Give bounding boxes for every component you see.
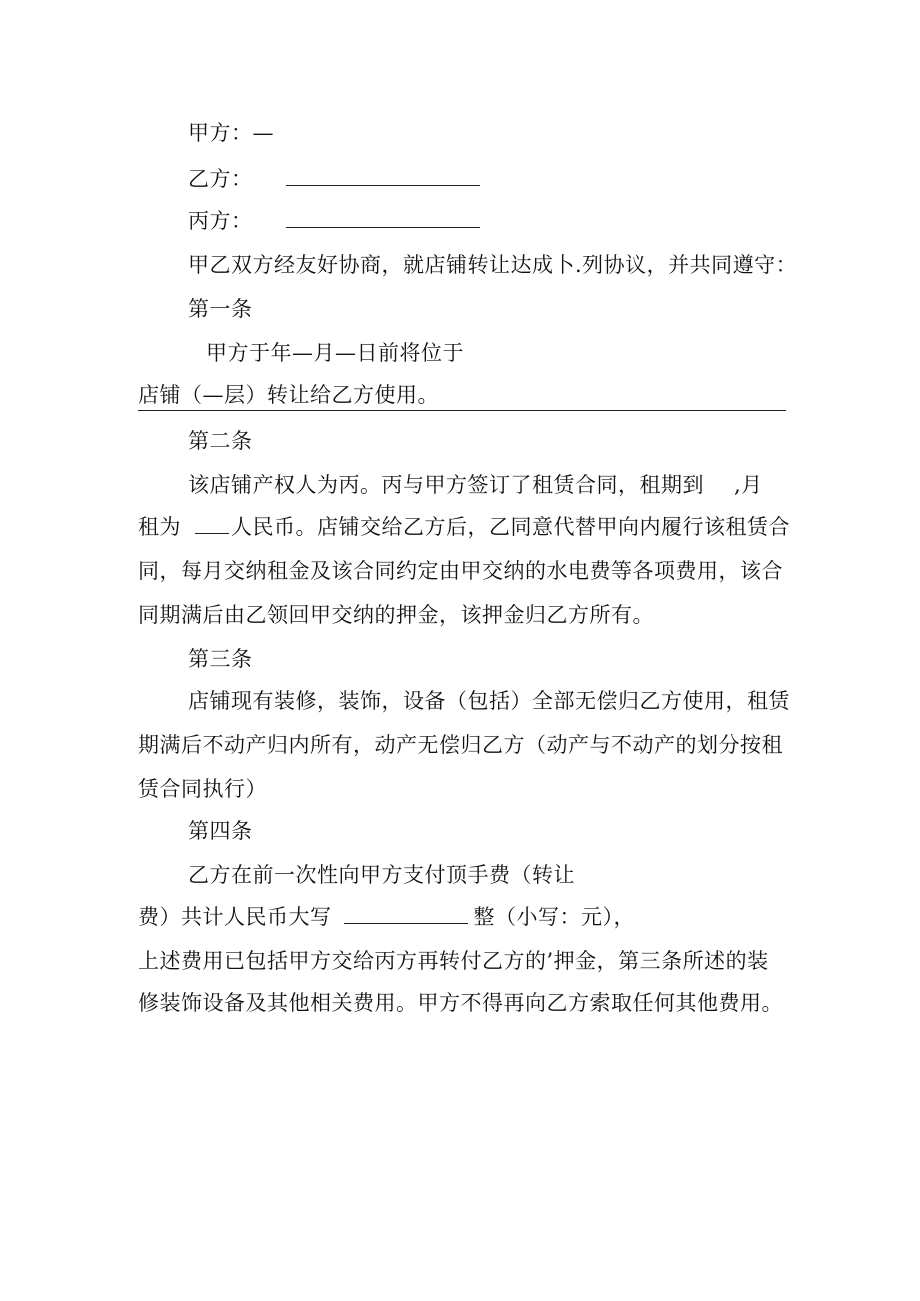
party-b-label: 乙方： (188, 167, 253, 191)
article-4-line-3: 上述费用已包括甲方交给丙方再转付乙方的’押金，第三条所述的装 (138, 949, 769, 973)
article-2-line-2-start: 租为 (138, 515, 181, 539)
party-a-line (188, 118, 274, 148)
article-3-line-2: 期满后不动产归内所有，动产无偿归乙方（动产与不动产的划分按租 (138, 733, 783, 757)
article-2-line-1 (188, 470, 763, 500)
article-2-line-4: 同期满后由乙领回甲交纳的押金，该押金归乙方所有。 (138, 603, 654, 627)
article-2-title: 第二条 (188, 429, 253, 453)
article-3-line-3: 赁合同执行） (138, 777, 267, 801)
rent-blank (195, 513, 229, 534)
party-b-line (188, 164, 480, 194)
party-c-line (188, 206, 480, 236)
intro-paragraph: 甲乙双方经友好协商，就店铺转让达成卜.列协议，并共同遵守： (188, 253, 798, 277)
amount-words-blank (344, 903, 468, 924)
party-b-blank (286, 165, 480, 186)
article-1-underline (138, 410, 786, 411)
article-2-line-3: 同，每月交纳租金及该合同约定由甲交纳的水电费等各项费用，该合 (138, 559, 783, 583)
party-c-label: 丙方： (188, 209, 253, 233)
article-4-line-1: 乙方在前一次性向甲方支付顶手费（转让 (188, 863, 575, 887)
article-4-line-2-start: 费）共计人民币大写 (138, 905, 332, 929)
article-4-line-4: 修装饰设备及其他相关费用。甲方不得再向乙方索取任何其他费用。 (138, 991, 783, 1015)
article-2-line-1-text: 该店铺产权人为丙。丙与甲方签订了租赁合同，租期到 (188, 473, 704, 497)
article-2-line-1-end: ,月 (734, 473, 763, 497)
article-1-line-1: 甲方于年—月—日前将位于 (206, 341, 464, 365)
article-4-title: 第四条 (188, 819, 253, 843)
article-1-title: 第一条 (188, 297, 253, 321)
article-2-line-2 (138, 512, 790, 542)
article-1-line-2: 店铺（—层）转让给乙方使用。 (138, 383, 439, 407)
article-4-line-2 (138, 902, 635, 932)
article-4-line-2-end: 整（小写：元）， (473, 905, 635, 929)
party-c-blank (286, 207, 480, 228)
article-3-title: 第三条 (188, 647, 253, 671)
article-3-line-1: 店铺现有装修，装饰，设备（包括）全部无偿归乙方使用，租赁 (188, 689, 790, 713)
article-2-line-2-text: 人民币。店铺交给乙方后，乙同意代替甲向内履行该租赁合 (231, 515, 790, 539)
party-a-label: 甲方：— (188, 121, 274, 145)
